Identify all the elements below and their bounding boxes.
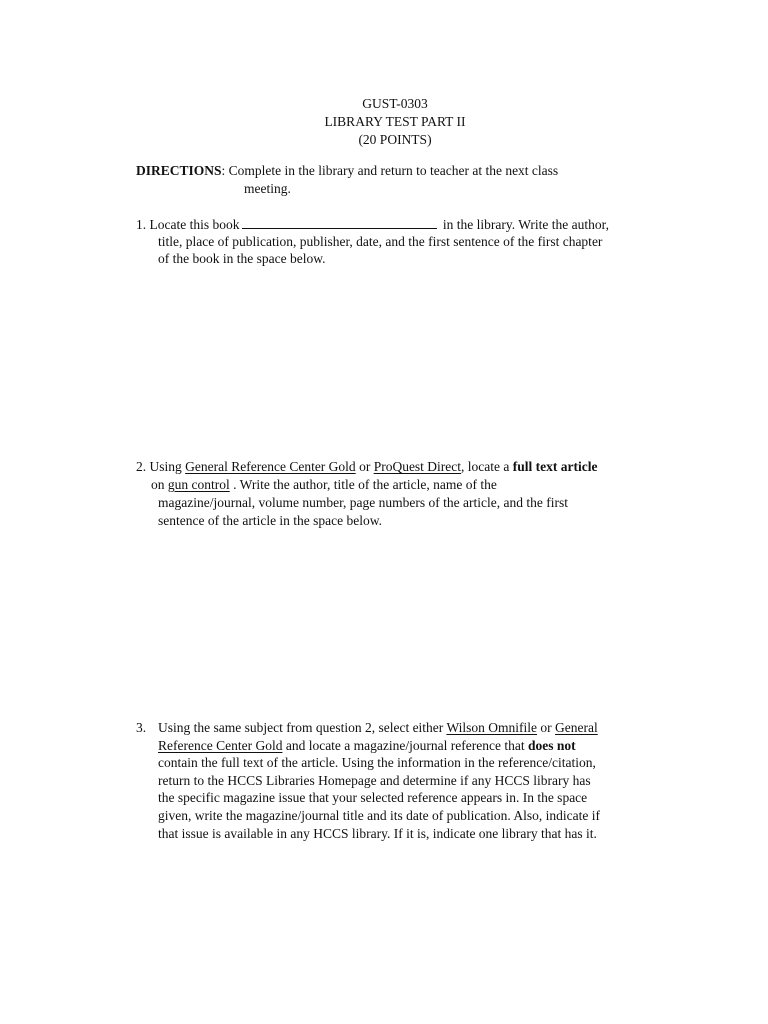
q1-line-1 [136,215,609,234]
q1-after-blank: in the library. Write the author, [442,217,609,232]
q2-source-general-reference: General Reference Center Gold [185,459,356,474]
q2-topic: gun control [167,477,230,492]
q2-line-4: sentence of the article in the space below. [158,513,383,528]
q3-line-4: return to the HCCS Libraries Homepage and determine if any HCCS library has [158,773,591,788]
directions-colon: : [221,163,226,178]
q1-line-2: title, place of publication, publisher, date, and the first sentence of the first chapter [158,234,603,249]
q2-locate: , locate a [461,459,510,474]
q2-line-2-rest: . Write the author, title of the article, name of the [233,477,497,492]
q2-source-proquest: ProQuest Direct [373,459,462,474]
q3-line-6: given, write the magazine/journal title and its date of publication. Also, indicate if [158,808,600,823]
q3-line-2 [158,737,576,755]
q1-line-3: of the book in the space below. [158,251,326,266]
q2-line-2 [151,476,497,494]
q3-does-not: does not [527,738,576,753]
q2-prefix: 2. Using [136,459,182,474]
q3-or: or [540,720,552,735]
test-title: LIBRARY TEST PART II [324,114,466,129]
document-header [0,95,768,149]
q2-full-text-article: full text article [512,459,598,474]
directions-text-2: meeting. [244,181,291,196]
q3-line-7: that issue is available in any HCCS library. If it is, indicate one library that has it. [158,826,597,841]
q2-on: on [151,477,165,492]
directions-line-2 [244,180,291,198]
q2-or: or [359,459,371,474]
q3-source-general-part1: General [555,720,598,735]
q2-line-1 [136,458,598,476]
directions-text-1: Complete in the library and return to teacher at the next class [228,163,559,178]
q1-prefix: 1. Locate this book [136,217,240,232]
directions-label: DIRECTIONS [136,163,222,178]
q1-book-blank [242,215,437,229]
q3-line-5: the specific magazine issue that your selected reference appears in. In the space [158,790,588,805]
q3-source-wilson: Wilson Omnifile [446,720,538,735]
q2-line-3: magazine/journal, volume number, page numbers of the article, and the first [158,495,568,510]
q3-line-1 [158,719,598,737]
test-points: (20 POINTS) [358,132,432,147]
q3-line-2-mid: and locate a magazine/journal reference that [285,738,525,753]
q3-source-general-part2: Reference Center Gold [158,738,283,753]
q3-line-3: contain the full text of the article. Using the information in the reference/citation, [158,755,596,770]
q3-number: 3. [136,720,147,735]
course-code: GUST-0303 [362,96,428,111]
directions-line-1 [136,162,558,180]
q3-intro: Using the same subject from question 2, select either [158,720,444,735]
